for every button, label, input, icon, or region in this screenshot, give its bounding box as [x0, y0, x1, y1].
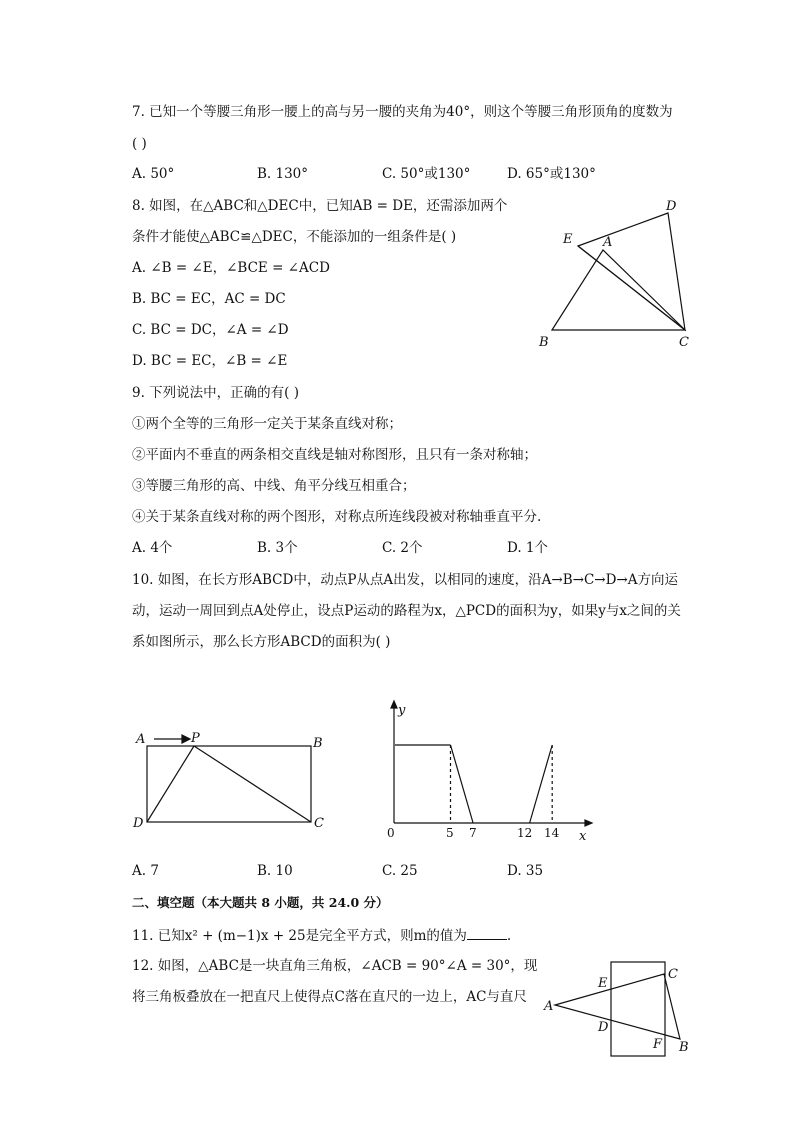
q7-stem-line2: ( ) [132, 136, 147, 152]
q10-label-a: A [136, 732, 146, 747]
q12-label-d: D [598, 1020, 609, 1035]
q8-label-d: D [666, 199, 677, 214]
q12-triangle-abc [555, 974, 680, 1039]
q8-option-a: A. ∠B = ∠E，∠BCE = ∠ACD [132, 260, 330, 276]
q8-label-a: A [603, 235, 613, 250]
q9-option-d: D. 1个 [507, 540, 549, 556]
q9-option-c: C. 2个 [382, 540, 423, 556]
q7-stem-line1: 7. 已知一个等腰三角形一腰上的高与另一腰的夹角为40°，则这个等腰三角形顶角的度数为 [132, 104, 673, 120]
q7-option-c: C. 50°或130° [382, 166, 471, 182]
q10-graph-tick-12: 12 [517, 826, 533, 840]
q10-stem-line2: 动，运动一周回到点A处停止，设点P运动的路程为x，△PCD的面积为y，如果y与x之间的关 [132, 603, 681, 619]
q9-statement-2: ②平面内不垂直的两条相交直线是轴对称图形，且只有一条对称轴； [132, 447, 537, 463]
q12-label-a: A [544, 999, 554, 1014]
q7-option-b: B. 130° [257, 166, 309, 182]
q8-label-c: C [679, 335, 689, 350]
q8-label-e: E [563, 232, 573, 247]
q8-stem-line2: 条件才能使△ABC≌△DEC，不能添加的一组条件是( ) [132, 229, 457, 245]
q8-option-c: C. BC = DC，∠A = ∠D [132, 322, 289, 338]
q10-label-c: C [314, 816, 324, 831]
q10-option-d: D. 35 [507, 863, 544, 879]
q10-label-d: D [133, 816, 144, 831]
q10-graph-tick-14: 14 [544, 826, 560, 840]
q10-graph-y-label: y [398, 703, 406, 718]
q10-option-c: C. 25 [382, 863, 418, 879]
q12-label-e: E [598, 976, 608, 991]
q12-stem-line1: 12. 如图，△ABC是一块直角三角板，∠ACB = 90°∠A = 30°，现 [132, 958, 538, 974]
q9-option-b: B. 3个 [257, 540, 298, 556]
q12-label-b: B [679, 1040, 689, 1055]
q8-option-d: D. BC = EC，∠B = ∠E [132, 353, 288, 369]
q7-option-d: D. 65°或130° [507, 166, 596, 182]
q10-graph-x-label: x [579, 829, 587, 844]
q11-stem-text: 11. 已知x² + (m−1)x + 25是完全平方式，则m的值为 [132, 928, 467, 944]
q9-statement-4: ④关于某条直线对称的两个图形，对称点所连线段被对称轴垂直平分. [132, 509, 542, 525]
q9-statement-1: ①两个全等的三角形一定关于某条直线对称； [132, 416, 402, 432]
q8-option-b: B. BC = EC，AC = DC [132, 291, 286, 307]
q10-graph-tick-7: 7 [469, 826, 477, 840]
q10-option-a: A. 7 [132, 863, 159, 879]
q10-label-b: B [313, 736, 323, 751]
q10-graph-origin: 0 [387, 826, 395, 840]
q9-option-a: A. 4个 [132, 540, 173, 556]
q10-option-b: B. 10 [257, 863, 293, 879]
q10-graph-tick-5: 5 [446, 826, 454, 840]
q9-stem: 9. 下列说法中，正确的有( ) [132, 385, 299, 401]
q8-stem-line1: 8. 如图，在△ABC和△DEC中，已知AB = DE，还需添加两个 [132, 198, 508, 214]
q10-stem-line3: 系如图所示，那么长方形ABCD的面积为( ) [132, 634, 391, 650]
q12-label-f: F [653, 1037, 663, 1052]
q11-stem-end: . [506, 928, 512, 944]
q8-label-b: B [539, 335, 549, 350]
q10-label-p: P [191, 731, 200, 746]
q9-statement-3: ③等腰三角形的高、中线、角平分线互相重合； [132, 478, 416, 494]
q7-option-a: A. 50° [132, 166, 175, 182]
section-heading: 二、填空题（本大题共 8 小题，共 24.0 分） [132, 895, 389, 910]
q12-label-c: C [668, 967, 678, 982]
q10-stem-line1: 10. 如图，在长方形ABCD中，动点P从点A出发，以相同的速度，沿A→B→C→D→A方向运 [132, 572, 678, 588]
q12-stem-line2: 将三角板叠放在一把直尺上使得点C落在直尺的一边上，AC与直尺 [132, 989, 527, 1005]
